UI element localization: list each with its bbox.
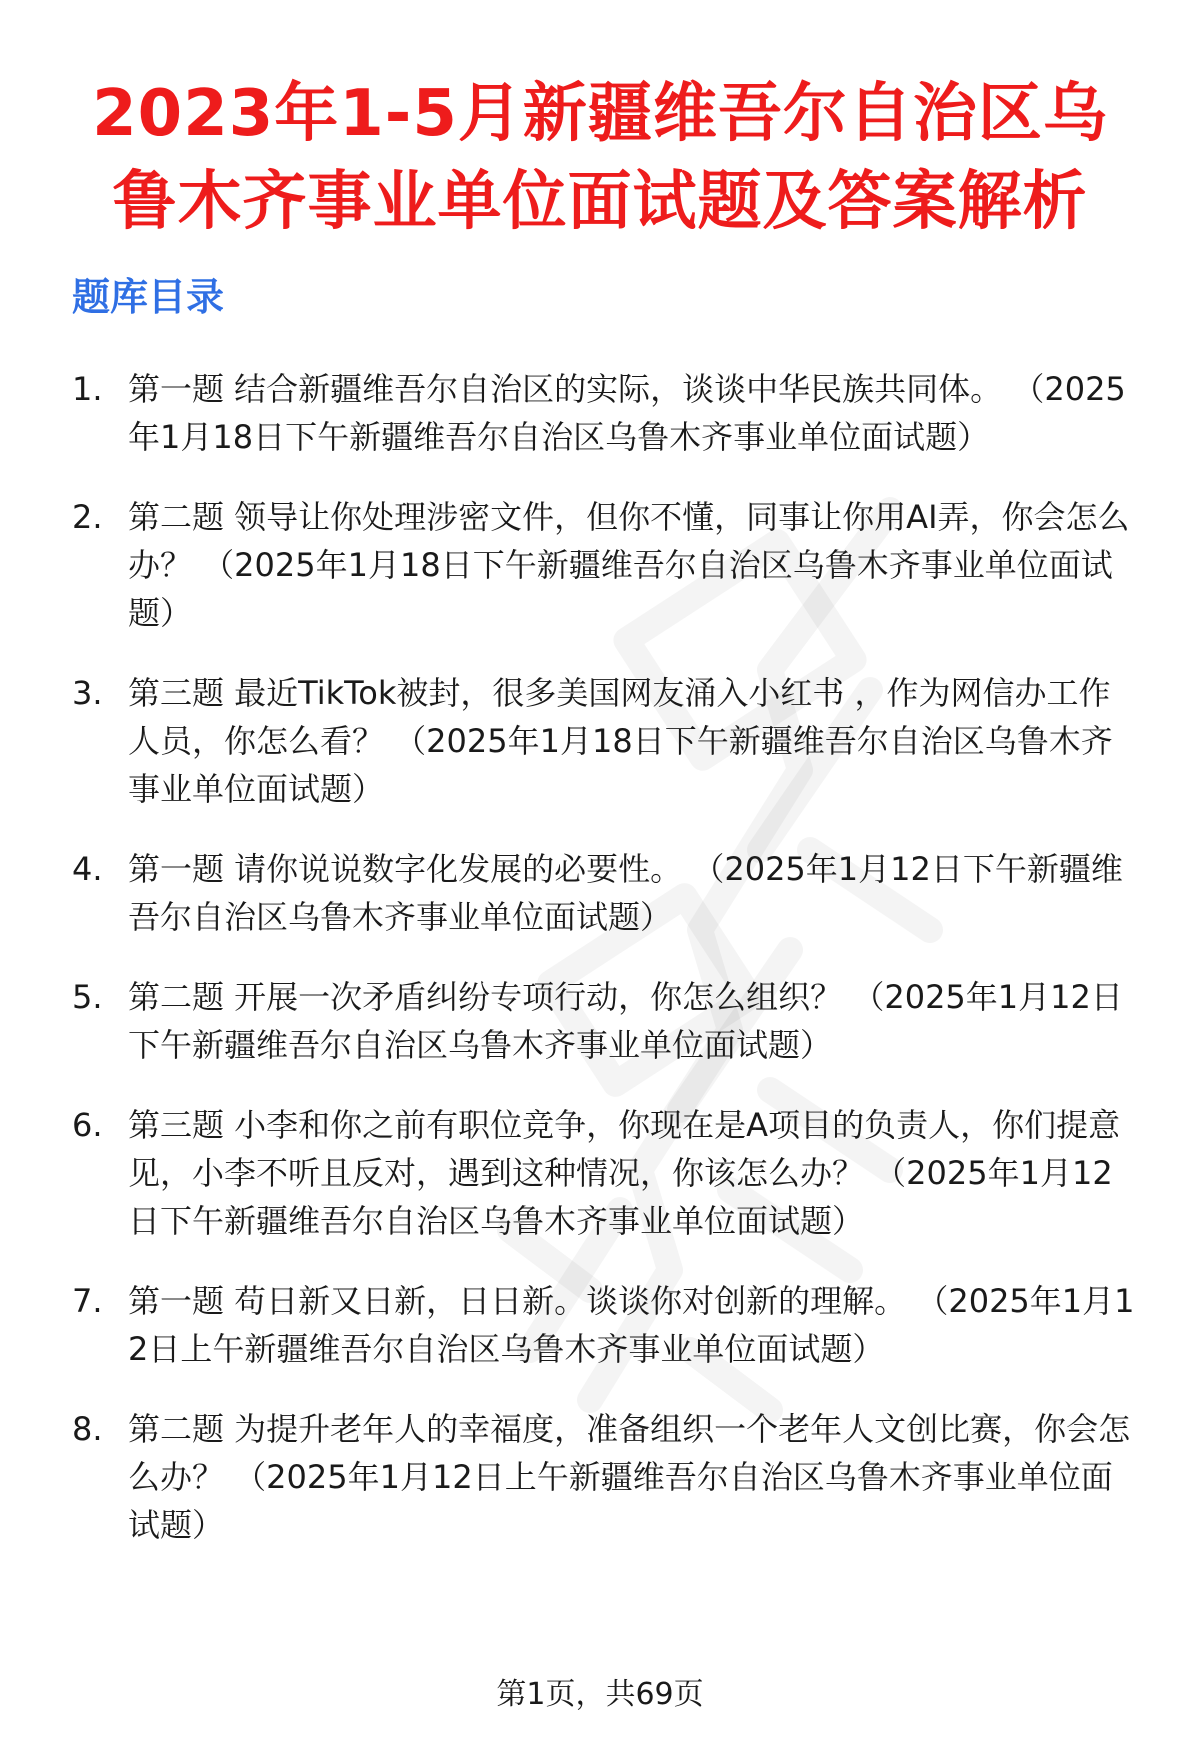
document-title: 2023年1-5月新疆维吾尔自治区乌鲁木齐事业单位面试题及答案解析 bbox=[92, 77, 1108, 239]
toc-item-number: 8. bbox=[72, 1410, 103, 1448]
toc-item bbox=[72, 1405, 1152, 1549]
toc-item-text: 第三题 小李和你之前有职位竞争，你现在是A项目的负责人，你们提意见，小李不听且反对，遇到这种情况，你该怎么办？ （2025年1月12日下午新疆维吾尔自治区乌鲁木齐事业单位面试题） bbox=[128, 1106, 1121, 1240]
toc-item-number: 3. bbox=[72, 674, 103, 712]
page-number-footer: 第1页，共69页 bbox=[496, 1677, 704, 1712]
toc-item-text: 第二题 为提升老年人的幸福度，准备组织一个老年人文创比赛，你会怎么办？ （2025年1月12日上午新疆维吾尔自治区乌鲁木齐事业单位面试题） bbox=[128, 1410, 1131, 1544]
toc-list bbox=[72, 365, 1152, 1581]
toc-item-number: 5. bbox=[72, 978, 103, 1016]
toc-item bbox=[72, 669, 1152, 813]
toc-item bbox=[72, 1277, 1152, 1373]
toc-item-text: 第三题 最近TikTok被封，很多美国网友涌入小红书 ，作为网信办工作人员，你怎么看？ （2025年1月18日下午新疆维吾尔自治区乌鲁木齐事业单位面试题） bbox=[128, 674, 1113, 808]
toc-item bbox=[72, 845, 1152, 941]
toc-heading: 题库目录 bbox=[72, 275, 225, 319]
toc-item-text: 第二题 开展一次矛盾纠纷专项行动，你怎么组织？ （2025年1月12日下午新疆维吾尔自治区乌鲁木齐事业单位面试题） bbox=[128, 978, 1123, 1064]
toc-item bbox=[72, 973, 1152, 1069]
toc-item-text: 第二题 领导让你处理涉密文件，但你不懂，同事让你用AI弄，你会怎么办？ （2025年1月18日下午新疆维吾尔自治区乌鲁木齐事业单位面试题） bbox=[128, 498, 1130, 632]
toc-item-text: 第一题 苟日新又日新，日日新。谈谈你对创新的理解。 （2025年1月12日上午新疆维吾尔自治区乌鲁木齐事业单位面试题） bbox=[128, 1282, 1135, 1368]
toc-item-number: 6. bbox=[72, 1106, 103, 1144]
toc-item-text: 第一题 请你说说数字化发展的必要性。 （2025年1月12日下午新疆维吾尔自治区乌鲁木齐事业单位面试题） bbox=[128, 850, 1123, 936]
toc-item-number: 7. bbox=[72, 1282, 103, 1320]
toc-item-number: 1. bbox=[72, 370, 103, 408]
toc-item-text: 第一题 结合新疆维吾尔自治区的实际，谈谈中华民族共同体。 （2025年1月18日下午新疆维吾尔自治区乌鲁木齐事业单位面试题） bbox=[128, 370, 1126, 456]
toc-item bbox=[72, 1101, 1152, 1245]
toc-item bbox=[72, 493, 1152, 637]
toc-item-number: 4. bbox=[72, 850, 103, 888]
toc-item bbox=[72, 365, 1152, 461]
toc-item-number: 2. bbox=[72, 498, 103, 536]
